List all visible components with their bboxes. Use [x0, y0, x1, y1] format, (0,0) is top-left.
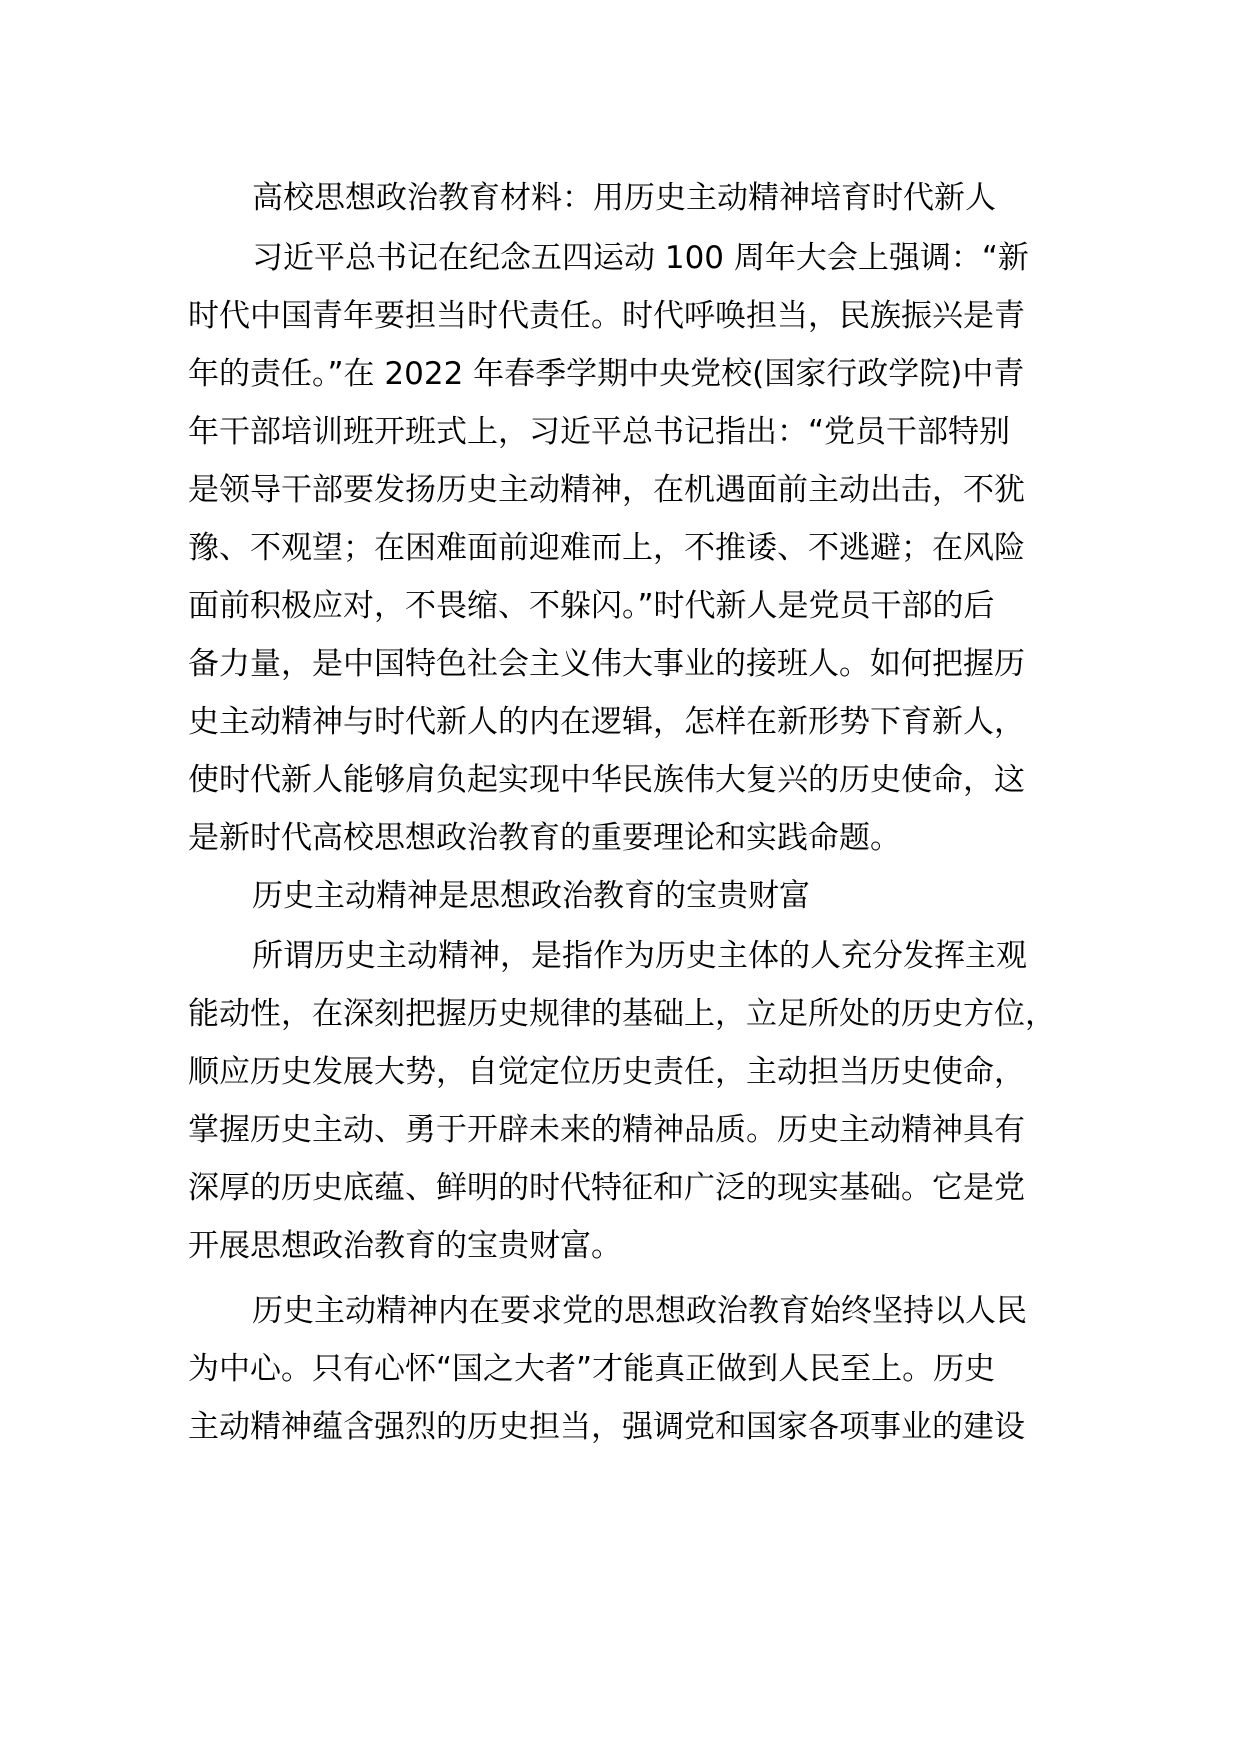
paragraph-line: 为中心。只有心怀“国之大者”才能真正做到人民至上。历史 — [188, 1351, 996, 1387]
paragraph-line: 所谓历史主动精神，是指作为历史主体的人充分发挥主观 — [252, 938, 1027, 974]
paragraph-line: 顺应历史发展大势，自觉定位历史责任，主动担当历史使命， — [188, 1054, 1025, 1090]
paragraph-line: 面前积极应对，不畏缩、不躲闪。”时代新人是党员干部的后 — [188, 588, 995, 624]
paragraph-line: 使时代新人能够肩负起实现中华民族伟大复兴的历史使命，这 — [188, 762, 1025, 798]
paragraph-line: 主动精神蕴含强烈的历史担当，强调党和国家各项事业的建设 — [188, 1409, 1025, 1445]
section-heading: 历史主动精神是思想政治教育的宝贵财富 — [252, 878, 810, 914]
paragraph-line: 习近平总书记在纪念五四运动 100 周年大会上强调：“新 — [252, 240, 1029, 276]
paragraph-line: 深厚的历史底蕴、鲜明的时代特征和广泛的现实基础。它是党 — [188, 1170, 1025, 1206]
document-title: 高校思想政治教育材料：用历史主动精神培育时代新人 — [252, 180, 996, 216]
paragraph-line: 年干部培训班开班式上，习近平总书记指出：“党员干部特别 — [188, 414, 1011, 450]
paragraph-line: 历史主动精神内在要求党的思想政治教育始终坚持以人民 — [252, 1293, 1027, 1329]
paragraph-line: 开展思想政治教育的宝贵财富。 — [188, 1228, 622, 1264]
paragraph-line: 豫、不观望；在困难面前迎难而上，不推诿、不逃避；在风险 — [188, 530, 1025, 566]
paragraph-line: 年的责任。”在 2022 年春季学期中央党校(国家行政学院)中青 — [188, 356, 1025, 392]
paragraph-line: 备力量，是中国特色社会主义伟大事业的接班人。如何把握历 — [188, 646, 1025, 682]
paragraph-line: 是新时代高校思想政治教育的重要理论和实践命题。 — [188, 820, 901, 856]
paragraph-line: 掌握历史主动、勇于开辟未来的精神品质。历史主动精神具有 — [188, 1112, 1025, 1148]
paragraph-line: 史主动精神与时代新人的内在逻辑，怎样在新形势下育新人， — [188, 704, 1025, 740]
paragraph-line: 能动性，在深刻把握历史规律的基础上，立足所处的历史方位， — [188, 996, 1056, 1032]
paragraph-line: 是领导干部要发扬历史主动精神，在机遇面前主动出击，不犹 — [188, 472, 1025, 508]
paragraph-line: 时代中国青年要担当时代责任。时代呼唤担当，民族振兴是青 — [188, 298, 1025, 334]
